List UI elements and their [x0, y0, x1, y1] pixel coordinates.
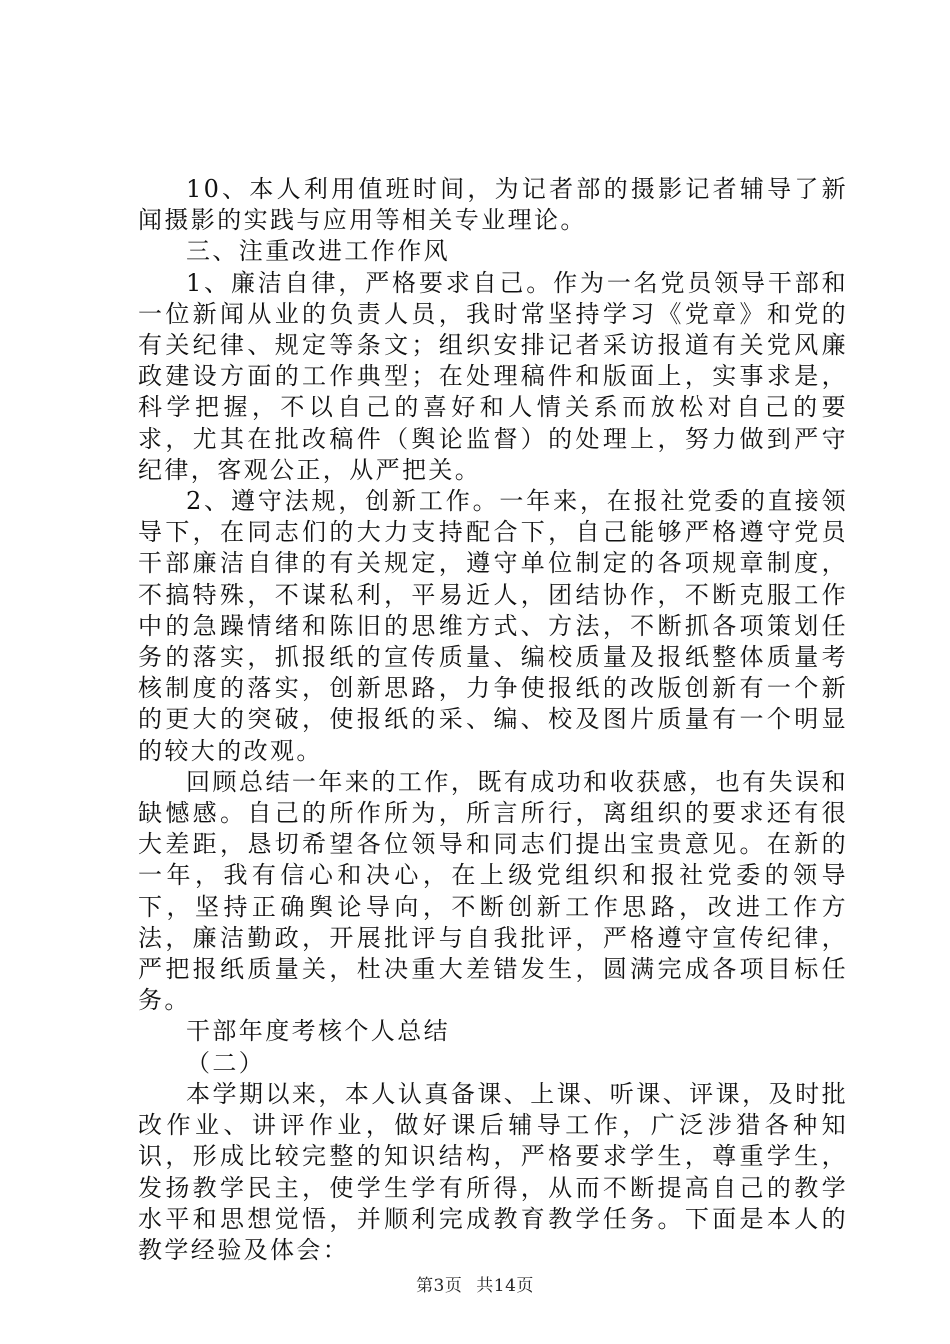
paragraph-integrity: 1、廉洁自律，严格要求自己。作为一名党员领导干部和一位新闻从业的负责人员，我时常坚持学习《党章》和党的有关纪律、规定等条文；组织安排记者采访报道有关党风廉政建设方面的工作典型；在处理稿件和版面上，实事求是，科学把握，不以自己的喜好和人情关系而放松对自己的要求，尤其在批改稿件（舆论监督）的处理上，努力做到严守纪律，客观公正，从严把关。 [138, 268, 848, 484]
document-body [138, 174, 848, 1266]
section-heading-work-style: 三、注重改进工作作风 [186, 237, 450, 266]
page-footer [0, 1271, 950, 1296]
document-title: 干部年度考核个人总结 [186, 1017, 450, 1046]
paragraph-teaching-intro: 本学期以来，本人认真备课、上课、听课、评课，及时批改作业、讲评作业，做好课后辅导工作，广泛涉猎各种知识，形成比较完整的知识结构，严格要求学生，尊重学生，发扬教学民主，使学生学有所得，从而不断提高自己的教学水平和思想觉悟，并顺利完成教育教学任务。下面是本人的教学经验及体会： [138, 1079, 848, 1264]
page-total: 共14页 [476, 1276, 534, 1296]
paragraph-item-10: 10、本人利用值班时间，为记者部的摄影记者辅导了新闻摄影的实践与应用等相关专业理论。 [138, 175, 848, 235]
page-number: 第3页 [416, 1276, 463, 1296]
paragraph-review-summary: 回顾总结一年来的工作，既有成功和收获感，也有失误和缺憾感。自己的所作所为，所言所行，离组织的要求还有很大差距，恳切希望各位领导和同志们提出宝贵意见。在新的一年，我有信心和决心，在上级党组织和报社党委的领导下，坚持正确舆论导向，不断创新工作思路，改进工作方法，廉洁勤政，开展批评与自我批评，严格遵守宣传纪律，严把报纸质量关，杜决重大差错发生，圆满完成各项目标任务。 [138, 767, 848, 1015]
paragraph-regulations: 2、遵守法规，创新工作。一年来，在报社党委的直接领导下，在同志们的大力支持配合下，自己能够严格遵守党员干部廉洁自律的有关规定，遵守单位制定的各项规章制度，不搞特殊，不谋私利，平易近人，团结协作，不断克服工作中的急躁情绪和陈旧的思维方式、方法，不断抓各项策划任务的落实，抓报纸的宣传质量、编校质量及报纸整体质量考核制度的落实，创新思路，力争使报纸的改版创新有一个新的更大的突破，使报纸的采、编、校及图片质量有一个明显的较大的改观。 [138, 487, 848, 765]
section-number: （二） [186, 1048, 266, 1077]
